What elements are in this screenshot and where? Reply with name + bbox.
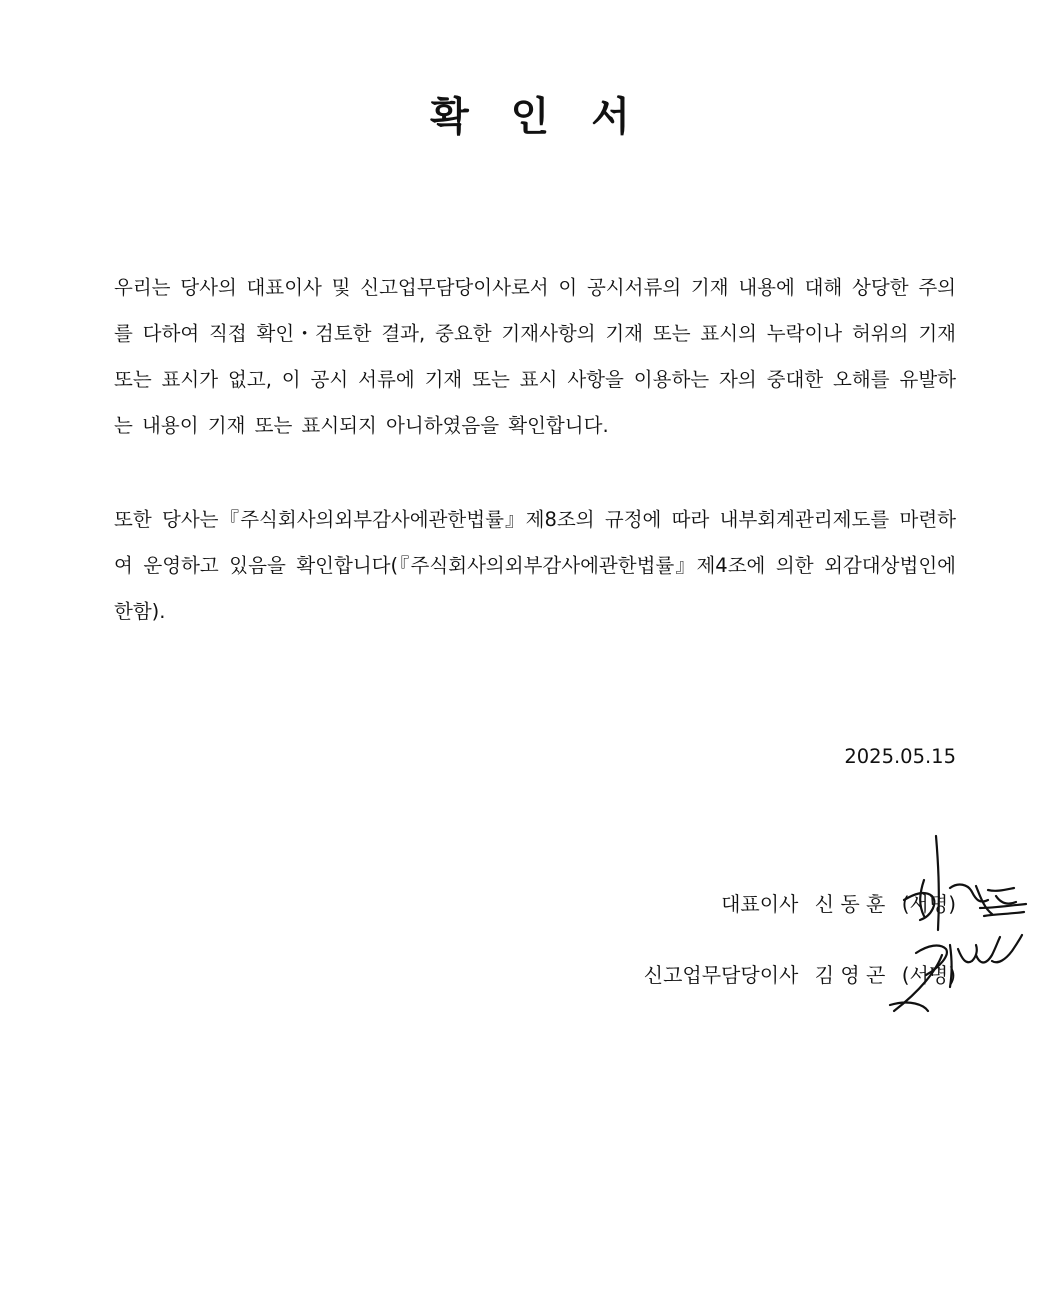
signer-role: 신고업무담당이사 [643,963,799,987]
signature-mark-label: (서명) [901,963,956,987]
document-date: 2025.05.15 [844,745,956,768]
signer-role: 대표이사 [721,892,799,916]
signature-mark-label: (서명) [901,892,956,916]
signer-name: 김 영 곤 [814,963,886,987]
confirmation-paragraph: 우리는 당사의 대표이사 및 신고업무담당이사로서 이 공시서류의 기재 내용에 대해 상당한 주의를 다하여 직접 확인・검토한 결과, 중요한 기재사항의 기재 또는 표시의 누락이나 허위의 기재 또는 표시가 없고, 이 공시 서류에 기재 또는 표시 사항을 이용하는 자의 중대한 오해를 유발하는 내용이 기재 또는 표시되지 아니하였음을 확인합니다. [114,276,956,437]
document-title: 확 인 서 [430,94,644,140]
signer-row-ceo [721,889,956,919]
handwritten-signature-ceo [880,830,1040,940]
internal-control-paragraph: 또한 당사는『주식회사의외부감사에관한법률』제8조의 규정에 따라 내부회계관리제도를 마련하여 운영하고 있음을 확인합니다(『주식회사의외부감사에관한법률』제4조에 의한 외감대상법인에 한함). [114,508,956,623]
signer-name: 신 동 훈 [814,892,886,916]
signer-row-disclosure-officer [644,960,956,990]
